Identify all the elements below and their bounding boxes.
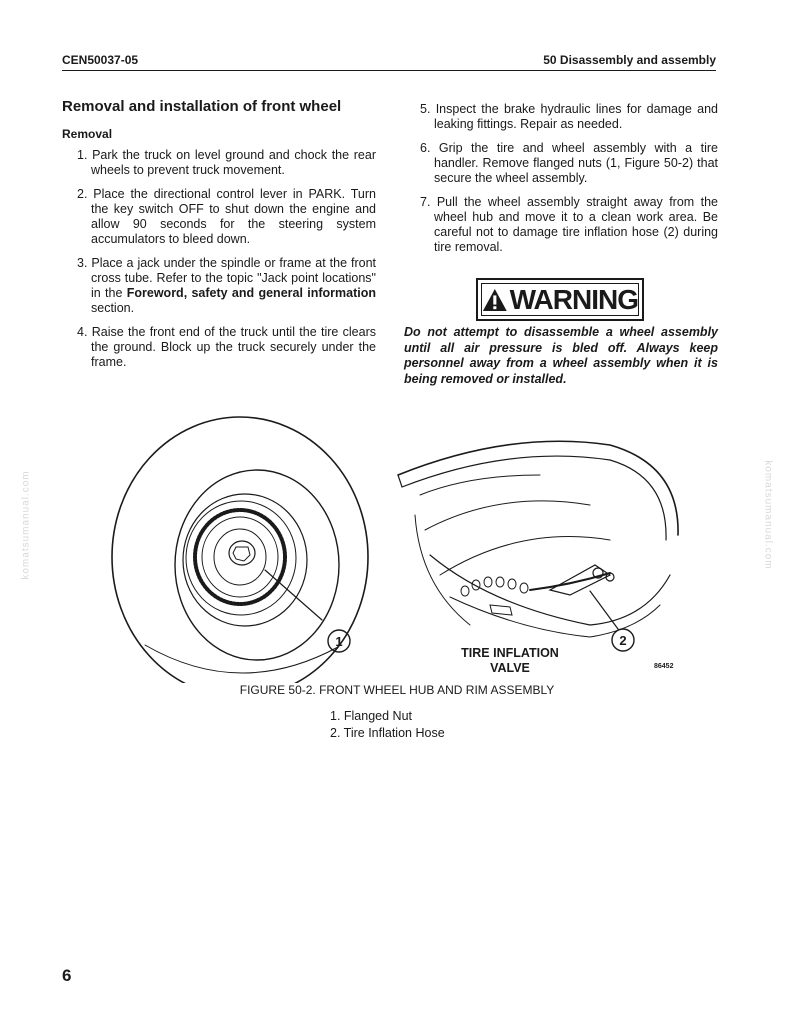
figure-label-tire-inflation-valve: TIRE INFLATION VALVE	[461, 646, 559, 675]
warning-triangle-icon	[482, 287, 508, 313]
right-column	[404, 102, 718, 264]
step-6: 6. Grip the tire and wheel assembly with a tire handler. Remove flanged nuts (1, Figure 50-2) that secure the wheel assembly.	[420, 141, 718, 185]
callout-1: 1	[335, 634, 343, 649]
step-5: 5. Inspect the brake hydraulic lines for damage and leaking fittings. Repair as needed.	[420, 102, 718, 131]
figure-image-id: 86452	[654, 663, 674, 670]
section-title: 50 Disassembly and assembly	[543, 53, 716, 67]
warning-banner	[476, 278, 644, 321]
figure-caption: FIGURE 50-2. FRONT WHEEL HUB AND RIM ASSEMBLY	[239, 683, 555, 697]
step-1: 1. Park the truck on level ground and chock the rear wheels to prevent truck movement.	[77, 148, 376, 177]
step-3	[62, 256, 376, 316]
legend-item-1: 1. Flanged Nut	[330, 709, 412, 723]
step-3-text: 3. Place a jack under the spindle or frame at the front cross tube. Refer to the topic "Jack point locations" in the	[77, 256, 376, 300]
figure-legend	[330, 708, 445, 742]
watermark-left: komatsumanual.com	[20, 470, 32, 580]
steps-list-left	[62, 148, 376, 370]
procedure-subtitle: Removal	[62, 127, 113, 141]
header-rule	[62, 70, 716, 71]
warning-text: Do not attempt to disassemble a wheel assembly until all air pressure is bled off. Always keep personnel away from a wheel assembly when it is being removed or installed.	[404, 325, 718, 386]
legend-item-2: 2. Tire Inflation Hose	[330, 726, 445, 740]
step-3-bold-reference: Foreword, safety and general information	[126, 286, 376, 300]
steps-list-right	[404, 102, 718, 255]
procedure-title: Removal and installation of front wheel	[62, 98, 342, 115]
document-code: CEN50037-05	[62, 53, 139, 67]
step-2: 2. Place the directional control lever in PARK. Turn the key switch OFF to shut down the engine and allow 90 seconds for the steering system accumulators to bleed down.	[77, 187, 376, 246]
tire-wheel-illustration	[112, 417, 368, 683]
step-4: 4. Raise the front end of the truck until the tire clears the ground. Block up the truck securely under the frame.	[77, 325, 376, 369]
warning-label: WARNING	[509, 283, 638, 315]
rim-section-illustration	[398, 441, 678, 651]
watermark-right: komatsumanual.com	[762, 460, 774, 570]
step-3-text-end: section.	[91, 301, 135, 315]
left-column	[62, 98, 376, 379]
wheel-hub-figure	[70, 415, 690, 683]
callout-2: 2	[619, 633, 627, 648]
page-number: 6	[62, 966, 72, 985]
step-7: 7. Pull the wheel assembly straight away from the wheel hub and move it to a clean work area. Be careful not to damage tire inflation hose (2) during tire removal.	[420, 195, 718, 254]
